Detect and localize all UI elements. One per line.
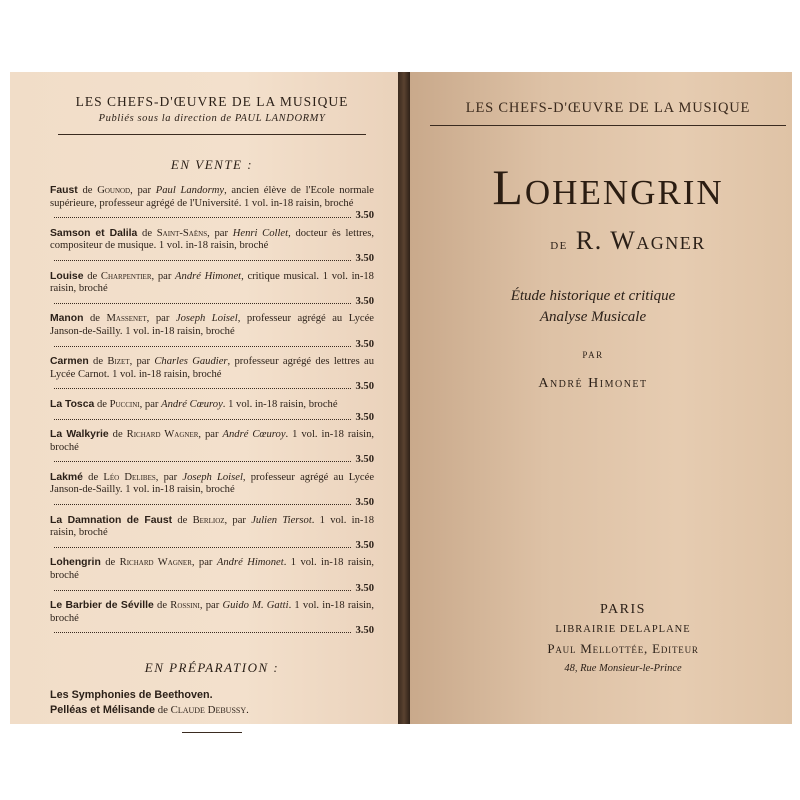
entry-leader-dots — [54, 419, 351, 420]
entry-by: , par — [146, 313, 170, 325]
on-sale-heading: EN VENTE : — [170, 157, 254, 172]
entry-description: , professeur agrégé au Lycée Janson-de-Sailly. 1 vol. in-18 raisin, broché — [50, 313, 375, 337]
entry-title: La Damnation de Faust — [50, 514, 173, 526]
entry-de: de — [88, 471, 99, 483]
catalog-entry — [50, 271, 374, 309]
entry-leader-dots — [54, 346, 351, 347]
byline-composer: R. Wagner — [575, 226, 706, 255]
entry-price-line — [50, 583, 374, 596]
entry-description: , professeur agrégé au Lycée Janson-de-Sailly. 1 vol. in-18 raisin, broché — [50, 471, 375, 496]
entry-de: de — [157, 600, 168, 612]
byline-de: de — [550, 236, 568, 253]
catalog-entry — [50, 515, 374, 553]
entry-leader-dots — [54, 590, 351, 591]
entry-composer: Berlioz — [192, 514, 225, 526]
entry-de: de — [142, 227, 153, 239]
prep-de: de — [157, 704, 168, 716]
imprint-bookshop: LIBRAIRIE DELAPLANE — [555, 624, 691, 635]
footer-rule — [182, 732, 242, 733]
entry-de: de — [177, 514, 188, 526]
entry-price: 3.50 — [355, 338, 374, 350]
entry-price-line — [50, 454, 374, 467]
entry-price: 3.50 — [355, 454, 374, 466]
entry-de: de — [90, 313, 100, 325]
entry-price: 3.50 — [355, 252, 374, 264]
entry-description: . 1 vol. in-18 raisin, broché — [50, 514, 374, 539]
entry-price: 3.50 — [355, 411, 374, 423]
entry-price: 3.50 — [355, 539, 374, 551]
catalog-entry — [50, 472, 374, 510]
entry-price: 3.50 — [355, 625, 374, 637]
catalog-entry — [50, 557, 374, 595]
entry-by: , par — [155, 471, 178, 483]
entry-description-line — [223, 399, 338, 410]
catalog-entry — [50, 228, 374, 266]
entry-title: Manon — [50, 313, 84, 325]
entry-by: , par — [191, 557, 213, 569]
entry-description: . 1 vol. in-18 raisin, broché — [50, 557, 375, 582]
entry-composer: Puccini — [109, 398, 140, 410]
entry-author: André Cœuroy — [222, 429, 286, 441]
par-label: PAR — [582, 350, 604, 360]
imprint-publisher: Paul Mellottée, Editeur — [547, 641, 699, 656]
entry-price-line — [50, 497, 374, 510]
book-title: Lohengrin — [492, 159, 724, 215]
subtitle-line-2: Analyse Musicale — [539, 309, 647, 325]
entry-leader-dots — [54, 504, 351, 505]
entry-description: , ancien élève de l'Ecole normale supérieure, professeur agrégé de l'Université. 1 vol. in-18 raisin, broché — [50, 185, 375, 209]
catalog-entry — [50, 313, 374, 351]
prep-title: Pelléas et Mélisande — [50, 704, 156, 716]
entry-author: André Himonet — [216, 557, 284, 569]
in-preparation-item — [50, 703, 374, 718]
prep-composer: Claude Debussy. — [170, 704, 249, 716]
entry-author: Joseph Loisel — [175, 313, 238, 325]
subtitle — [430, 286, 786, 328]
entry-price-line — [50, 253, 374, 266]
left-page — [10, 72, 398, 724]
entry-price: 3.50 — [355, 210, 374, 222]
catalog-entry — [50, 356, 374, 394]
entry-author: Guido M. Gatti — [222, 600, 289, 612]
author-name: André Himonet — [538, 376, 648, 391]
imprint-city: PARIS — [600, 602, 646, 617]
entry-de: de — [87, 270, 98, 282]
entry-de: de — [112, 429, 123, 441]
entry-by: , par — [224, 514, 246, 526]
entry-composer: Richard Wagner — [119, 557, 192, 569]
entry-composer: Gounod — [97, 185, 131, 196]
prep-title: Les Symphonies de Beethoven. — [50, 689, 213, 701]
entry-author: André Cœuroy — [161, 398, 223, 410]
catalog-entry — [50, 429, 374, 467]
entry-author: Charles Gaudier — [154, 356, 228, 368]
entry-description: . 1 vol. in-18 raisin, broché — [50, 600, 375, 624]
entry-by: , par — [199, 600, 220, 612]
entry-title: Faust — [50, 185, 78, 196]
entry-de: de — [96, 398, 107, 410]
entry-price: 3.50 — [355, 582, 374, 594]
entry-price-line — [50, 339, 374, 352]
imprint — [430, 602, 786, 674]
entry-author: Joseph Loisel — [182, 471, 243, 483]
entry-de: de — [82, 185, 93, 196]
header-rule — [58, 134, 366, 135]
entry-price-line — [50, 381, 374, 394]
entry-price: 3.50 — [355, 497, 374, 509]
left-series-subtitle: Publiés sous la direction de PAUL LANDORMY — [98, 113, 326, 124]
entry-leader-dots — [54, 303, 351, 304]
entry-description: . 1 vol. in-18 raisin, broché — [222, 398, 338, 410]
entry-leader-dots — [54, 632, 351, 633]
entry-leader-dots — [54, 217, 351, 218]
entry-price: 3.50 — [355, 381, 374, 393]
catalog-list — [50, 185, 374, 638]
entry-composer: Léo Delibes — [103, 471, 156, 483]
entry-author: Julien Tiersot — [251, 514, 312, 526]
entry-description: , professeur agrégé des lettres au Lycée Carnot. 1 vol. in-18 raisin, broché — [50, 356, 375, 380]
entry-price-line — [50, 625, 374, 638]
entry-composer: Rossini — [170, 600, 200, 612]
entry-de: de — [93, 356, 104, 368]
entry-leader-dots — [54, 547, 351, 548]
entry-description: , critique musical. 1 vol. in-18 raisin, broché — [50, 270, 374, 295]
entry-composer: Richard Wagner — [126, 429, 199, 441]
entry-price-line — [50, 210, 374, 223]
in-preparation-list — [50, 688, 374, 718]
imprint-address: 48, Rue Monsieur-le-Prince — [564, 663, 682, 674]
catalog-entry — [50, 185, 374, 223]
entry-title: Louise — [50, 270, 84, 282]
entry-by: , par — [198, 429, 219, 441]
entry-price: 3.50 — [355, 295, 374, 307]
right-header-rule — [430, 125, 786, 126]
catalog-entry — [50, 399, 374, 424]
entry-description: , docteur ès lettres, compositeur de musique. 1 vol. in-18 raisin, broché — [50, 227, 375, 252]
entry-composer: Massenet — [106, 313, 147, 325]
entry-title: Carmen — [50, 356, 89, 368]
right-series-title: LES CHEFS-D'ŒUVRE DE LA MUSIQUE — [465, 100, 751, 116]
in-preparation-item — [50, 688, 374, 703]
entry-leader-dots — [54, 461, 351, 462]
entry-author: André Himonet — [175, 270, 242, 282]
entry-by: , par — [151, 270, 172, 282]
entry-title: La Walkyrie — [50, 429, 109, 441]
right-page — [410, 72, 792, 724]
entry-title: Lohengrin — [50, 557, 101, 569]
entry-leader-dots — [54, 388, 351, 389]
left-series-title: LES CHEFS-D'ŒUVRE DE LA MUSIQUE — [75, 94, 349, 109]
entry-title: Le Barbier de Séville — [50, 600, 154, 612]
entry-title: Samson et Dalila — [50, 227, 138, 239]
byline — [430, 226, 786, 256]
book-spine — [398, 72, 410, 724]
subtitle-line-1: Étude historique et critique — [510, 288, 676, 304]
entry-de: de — [105, 557, 116, 569]
entry-by: , par — [129, 356, 151, 368]
entry-title: Lakmé — [50, 471, 83, 483]
catalog-entry — [50, 600, 374, 638]
in-preparation-heading: EN PRÉPARATION : — [144, 660, 280, 675]
entry-leader-dots — [54, 260, 351, 261]
entry-author: Henri Collet — [232, 227, 289, 239]
entry-by: , par — [207, 227, 228, 239]
entry-price-line — [50, 540, 374, 553]
entry-composer: Saint-Saëns — [156, 227, 208, 239]
entry-composer: Charpentier — [100, 270, 152, 282]
entry-description: . 1 vol. in-18 raisin, broché — [50, 429, 375, 453]
entry-price-line — [50, 412, 374, 425]
entry-author: Paul Landormy — [155, 185, 225, 196]
entry-composer: Bizet — [107, 356, 130, 368]
entry-by: , par — [139, 398, 159, 410]
entry-title: La Tosca — [50, 398, 95, 410]
entry-price-line — [50, 296, 374, 309]
entry-by: , par — [130, 185, 152, 196]
